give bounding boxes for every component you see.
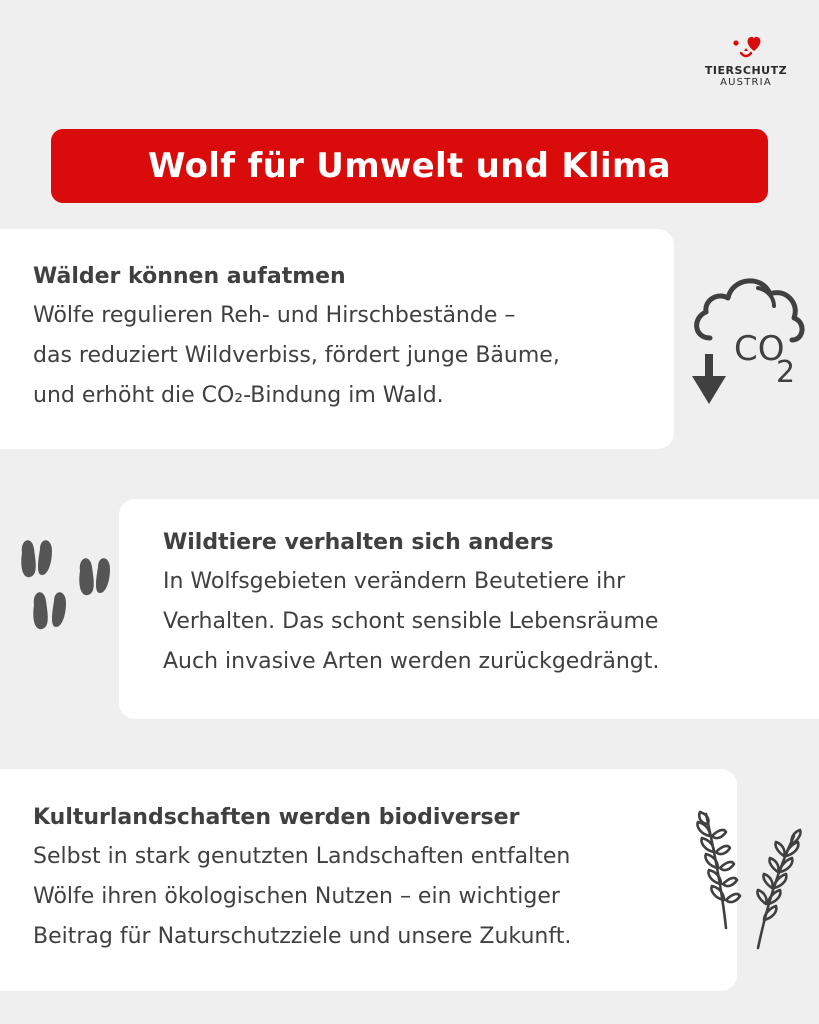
card-forests-text <box>33 262 683 416</box>
logo-subtitle: AUSTRIA <box>720 77 772 88</box>
co2-cloud-icon <box>688 268 808 408</box>
logo-name: TIERSCHUTZ <box>704 64 788 77</box>
card-line: Beitrag für Naturschutzziele und unsere Zukunft. <box>33 924 572 949</box>
card-line: das reduziert Wildverbiss, fördert junge Bäume, <box>33 343 560 368</box>
hoof-tracks-icon <box>14 531 136 649</box>
paw-heart-logo-icon <box>724 34 768 62</box>
card-heading: Wildtiere verhalten sich anders <box>163 530 554 555</box>
wheat-icon <box>688 810 806 950</box>
card-cultural-text <box>33 803 733 957</box>
card-line: Auch invasive Arten werden zurückgedrängt. <box>163 649 660 674</box>
card-heading: Kulturlandschaften werden biodiverser <box>33 805 520 830</box>
card-body <box>163 562 813 682</box>
card-heading: Wälder können aufatmen <box>33 264 346 289</box>
card-line: Verhalten. Das schont sensible Lebensräume <box>163 609 659 634</box>
card-line: und erhöht die CO₂-Bindung im Wald. <box>33 383 444 408</box>
brand-logo <box>694 34 798 88</box>
card-body <box>33 296 683 416</box>
co2-label: CO <box>734 329 785 369</box>
card-line: Selbst in stark genutzten Landschaften entfalten <box>33 844 571 869</box>
page-title: Wolf für Umwelt und Klima <box>148 146 671 186</box>
co2-subscript: 2 <box>776 355 796 390</box>
card-line: Wölfe regulieren Reh- und Hirschbestände – <box>33 303 516 328</box>
card-line: Wölfe ihren ökologischen Nutzen – ein wichtiger <box>33 884 560 909</box>
card-wildlife-text <box>163 528 813 682</box>
card-body <box>33 837 733 957</box>
card-line: In Wolfsgebieten verändern Beutetiere ihr <box>163 569 626 594</box>
title-banner <box>51 129 768 203</box>
